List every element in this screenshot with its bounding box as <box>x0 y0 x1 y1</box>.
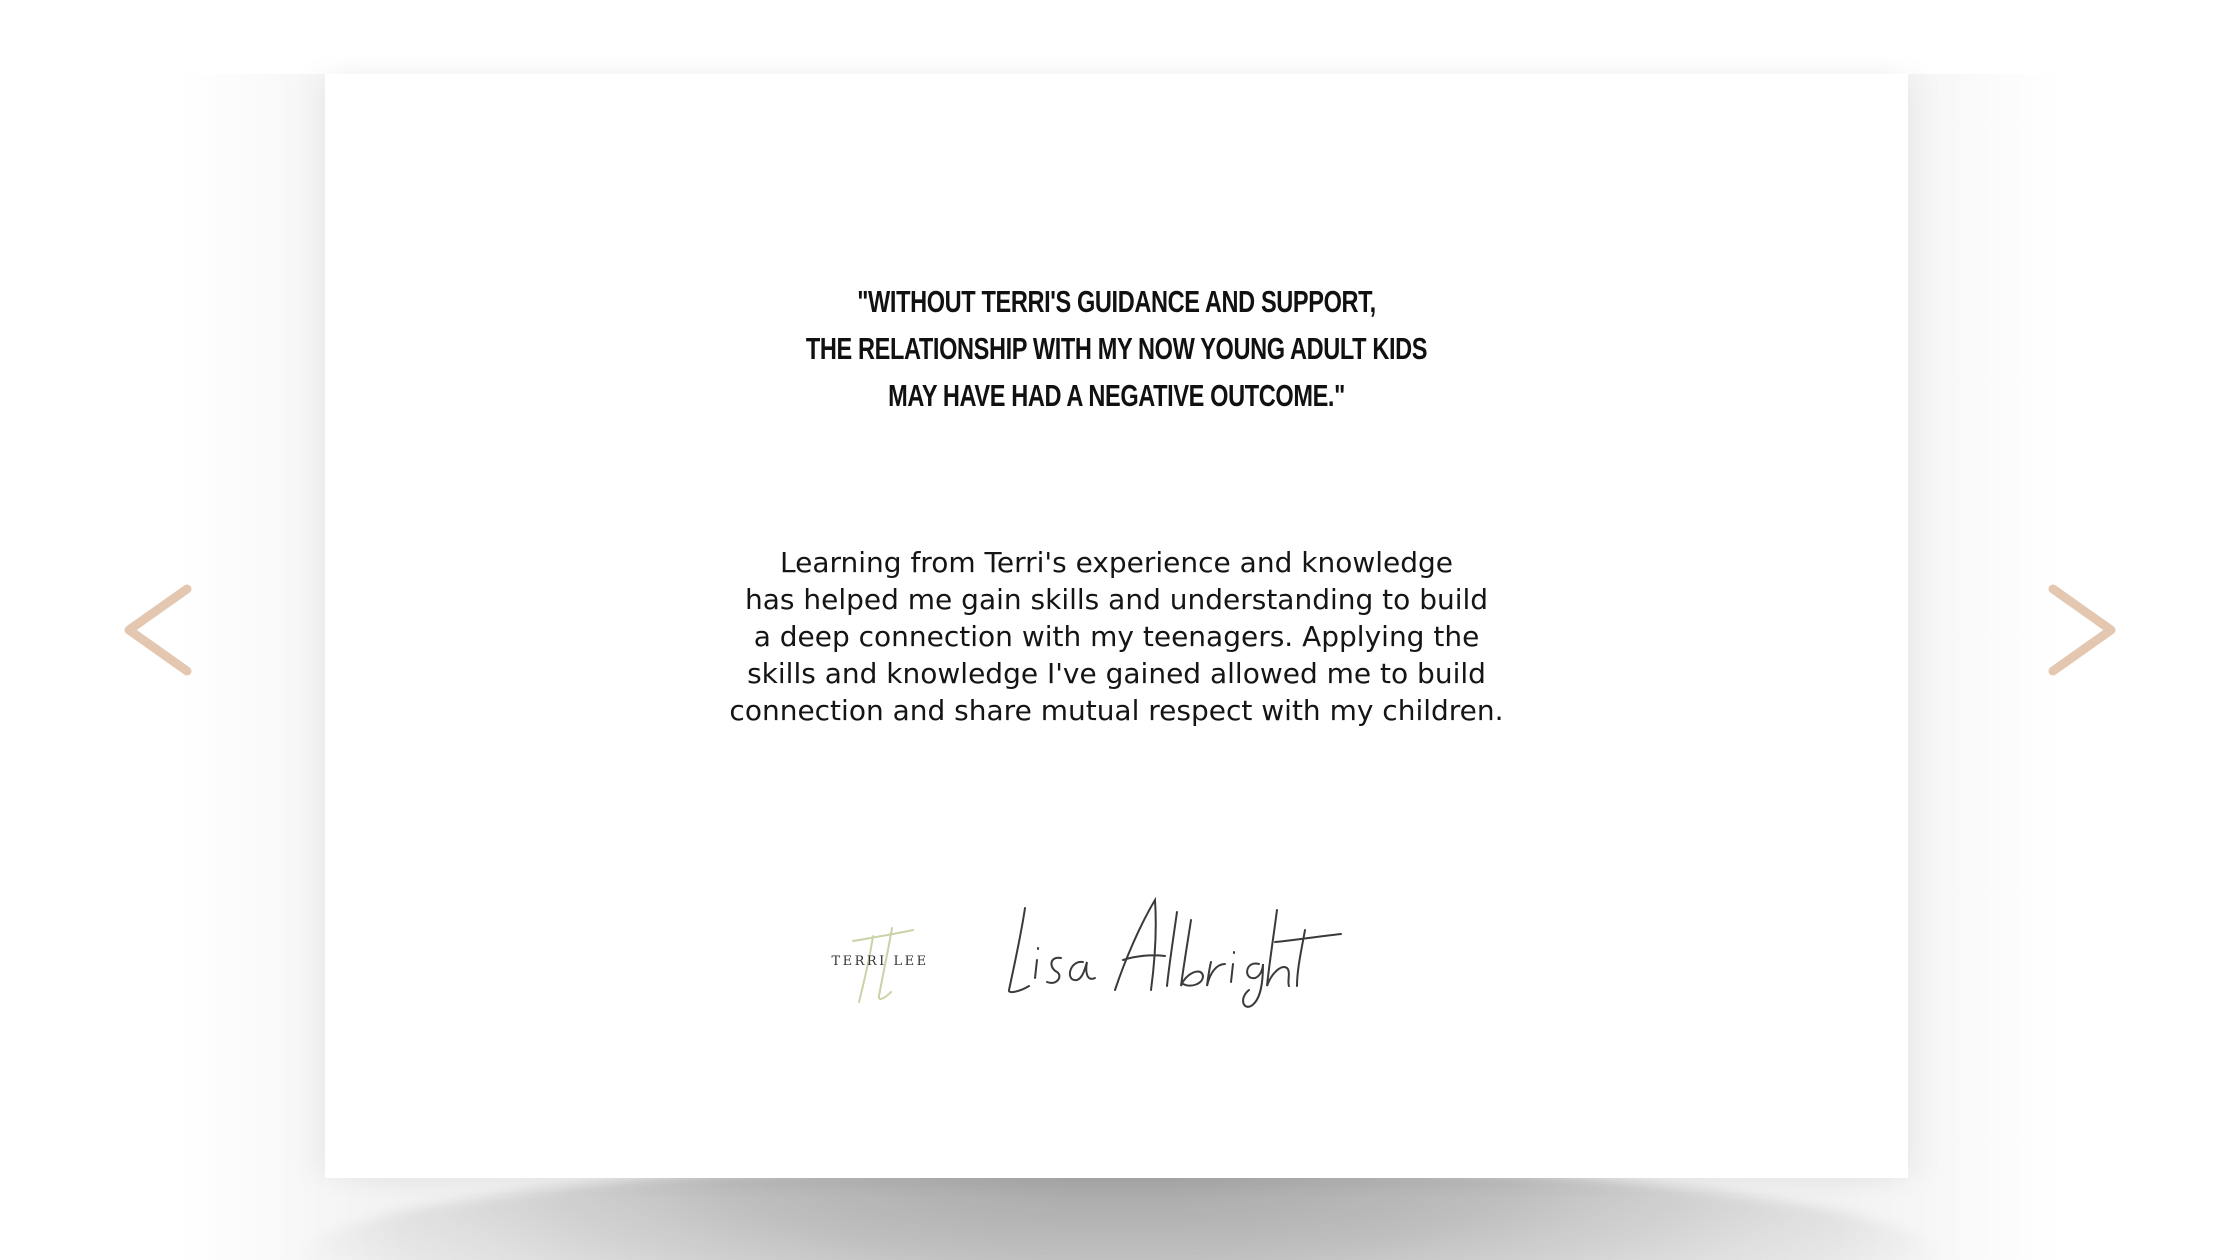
body-line: has helped me gain skills and understanding to build <box>744 583 1489 616</box>
previous-slide-button[interactable] <box>115 575 205 685</box>
terri-lee-logo <box>795 916 965 1006</box>
testimonial-headline <box>325 278 1908 419</box>
body-line: connection and share mutual respect with my children. <box>729 694 1504 727</box>
headline-line: MAY HAVE HAD A NEGATIVE OUTCOME." <box>888 378 1345 413</box>
testimonial-card <box>325 74 1908 1178</box>
body-line: a deep connection with my teenagers. Applying the <box>753 620 1480 653</box>
headline-line: THE RELATIONSHIP WITH MY NOW YOUNG ADULT KIDS <box>805 331 1428 366</box>
logo-text: TERRI LEE <box>831 954 929 969</box>
next-slide-button[interactable] <box>2035 575 2125 685</box>
chevron-right-icon <box>2035 575 2125 685</box>
body-line: Learning from Terri's experience and knowledge <box>779 546 1454 579</box>
chevron-left-icon <box>115 575 205 685</box>
testimonial-body <box>325 544 1908 729</box>
body-line: skills and knowledge I've gained allowed me to build <box>747 657 1486 690</box>
headline-line: "WITHOUT TERRI'S GUIDANCE AND SUPPORT, <box>857 284 1376 319</box>
signature-lisa-albright <box>1005 890 1345 1010</box>
